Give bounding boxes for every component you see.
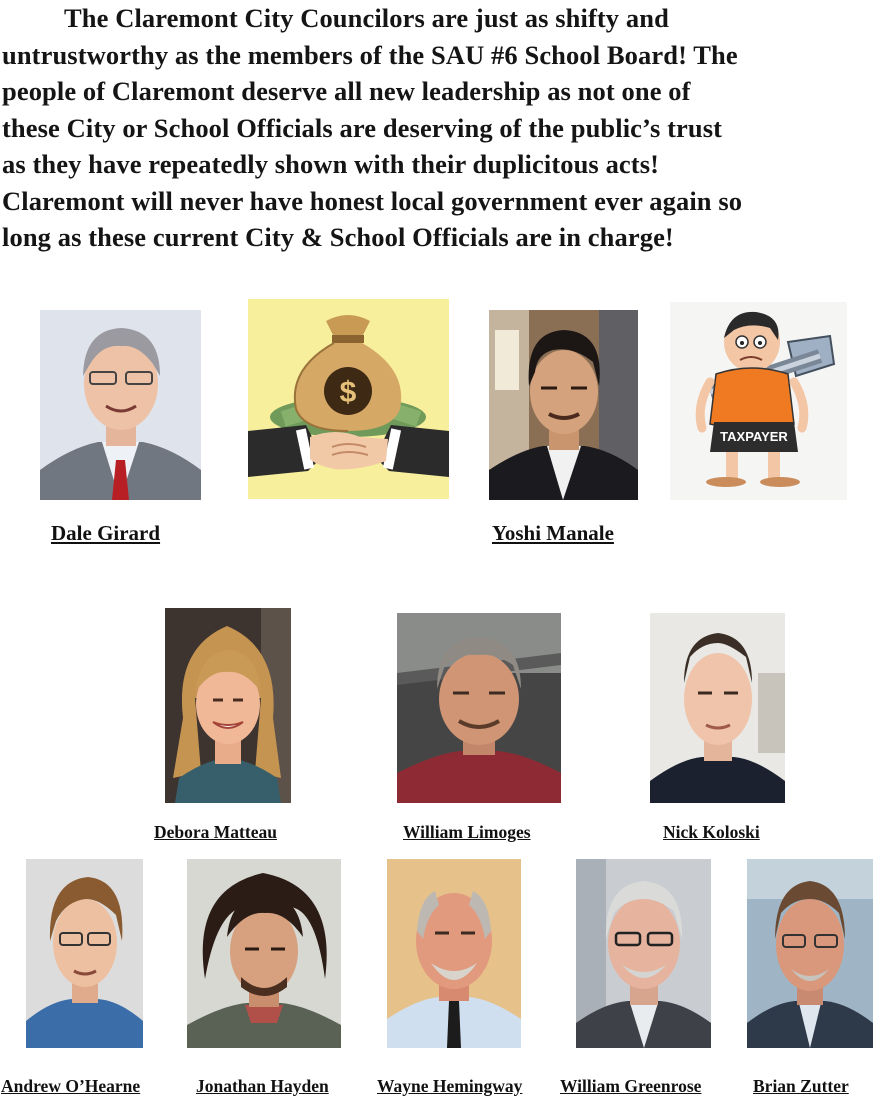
caption-dale-girard: Dale Girard [51, 521, 161, 545]
headline-line-5: as they have repeatedly shown with their duplicitous acts! [2, 149, 660, 179]
photo-jonathan-hayden [187, 859, 341, 1048]
photo-william-greenrose [576, 859, 711, 1048]
headline-paragraph [2, 0, 880, 256]
photo-dale-girard [40, 310, 201, 500]
money-handshake-image [248, 299, 449, 499]
caption-andrew-ohearne: Andrew O’Hearne [1, 1076, 141, 1096]
photo-wayne-hemingway [387, 859, 521, 1048]
caption-brian-zutter: Brian Zutter [753, 1076, 849, 1096]
caption-wayne-hemingway: Wayne Hemingway [377, 1076, 523, 1096]
photo-brian-zutter [747, 859, 873, 1048]
caption-yoshi-manale: Yoshi Manale [492, 521, 614, 545]
dollar-sign-icon: $ [339, 376, 357, 409]
headline-line-6: Claremont will never have honest local government ever again so [2, 185, 743, 216]
taxpayer-label: TAXPAYER [720, 429, 788, 444]
headline-line-3: people of Claremont deserve all new leadership as not one of [2, 76, 691, 106]
photo-yoshi-manale [489, 310, 638, 500]
photo-andrew-ohearne [26, 859, 143, 1048]
photo-debora-matteau [165, 608, 291, 803]
headline-line-1: The Claremont City Councilors are just as shifty and [64, 3, 669, 33]
taxpayer-cartoon-image [670, 302, 847, 500]
caption-nick-koloski: Nick Koloski [663, 822, 760, 842]
photo-nick-koloski [650, 613, 785, 803]
caption-jonathan-hayden: Jonathan Hayden [196, 1076, 329, 1096]
photo-william-limoges [397, 613, 561, 803]
caption-william-limoges: William Limoges [403, 822, 531, 842]
caption-debora-matteau: Debora Matteau [154, 822, 277, 842]
headline-line-7: long as these current City & School Officials are in charge! [2, 222, 674, 252]
headline-line-4: these City or School Officials are deserving of the public’s trust [2, 112, 723, 143]
caption-william-greenrose: William Greenrose [560, 1076, 702, 1096]
headline-line-2: untrustworthy as the members of the SAU #6 School Board! The [2, 39, 738, 70]
